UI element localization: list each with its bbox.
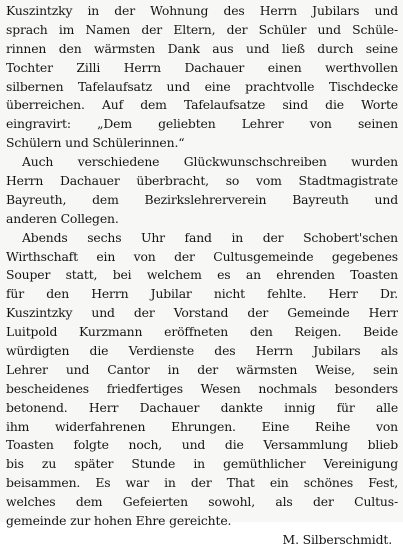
text-line: bescheidenes friedfertiges Wesen nochmals besonders bbox=[6, 380, 398, 396]
author-signature: M. Silberschmidt. bbox=[282, 531, 392, 547]
text-line: Souper statt, bei welchem es an ehrenden Toasten bbox=[6, 267, 398, 283]
text-line: gemeinde zur hohen Ehre gereichte. bbox=[6, 513, 232, 529]
text-line: Wirthschaft ein von der Cultusgemeinde gegebenes bbox=[6, 248, 398, 264]
text-line: silbernen Tafelaufsatz und eine prachtvolle Tischdecke bbox=[6, 78, 398, 94]
text-line: beisammen. Es war in der That ein schönes Fest, bbox=[6, 475, 398, 491]
text-line: bis zu später Stunde in gemüthlicher Vereinigung bbox=[6, 456, 398, 472]
text-line: Schülern und Schülerinnen.“ bbox=[6, 135, 185, 151]
text-line: Kuszintzky in der Wohnung des Herrn Jubilars und bbox=[6, 3, 398, 18]
text-line: rinnen den wärmsten Dank aus und ließ durch seine bbox=[6, 40, 398, 56]
text-line: Bayreuth, dem Bezirkslehrerverein Bayreuth und bbox=[6, 191, 398, 207]
article-text bbox=[6, 2, 398, 550]
text-line: würdigten die Verdienste des Herrn Jubilars als bbox=[6, 343, 398, 359]
text-line: Abends sechs Uhr fand in der Schobert'schen bbox=[22, 229, 398, 245]
text-line: eingravirt: „Dem geliebten Lehrer von seinen bbox=[6, 116, 398, 132]
text-line: Auch verschiedene Glückwunschschreiben wurden bbox=[22, 154, 398, 170]
text-line: welches dem Gefeierten sowohl, als der Cultus- bbox=[6, 494, 398, 510]
text-line: Tochter Zilli Herrn Dachauer einen werthvollen bbox=[6, 59, 398, 75]
text-line: Lehrer und Cantor in der wärmsten Weise, sein bbox=[6, 361, 398, 377]
signature-line bbox=[6, 531, 398, 550]
text-line: Herrn Dachauer überbracht, so vom Stadtmagistrate bbox=[6, 173, 398, 189]
text-line: sprach im Namen der Eltern, der Schüler und Schüle- bbox=[6, 21, 398, 37]
text-line: überreichen. Auf dem Tafelaufsatze sind die Worte bbox=[6, 97, 398, 113]
text-line: ihm widerfahrenen Ehrungen. Eine Reihe von bbox=[6, 418, 398, 434]
text-line: für den Herrn Jubilar nicht fehlte. Herr Dr. bbox=[6, 286, 398, 302]
text-line: anderen Collegen. bbox=[6, 210, 119, 226]
text-line: Luitpold Kurzmann eröffneten den Reigen. Beide bbox=[6, 324, 398, 340]
text-line: Kuszintzky und der Vorstand der Gemeinde Herr bbox=[6, 305, 398, 321]
text-line: Toasten folgte noch, und die Versammlung blieb bbox=[6, 437, 398, 453]
text-line: betonend. Herr Dachauer dankte innig für alle bbox=[6, 399, 398, 415]
signature-wrapper bbox=[6, 531, 398, 550]
